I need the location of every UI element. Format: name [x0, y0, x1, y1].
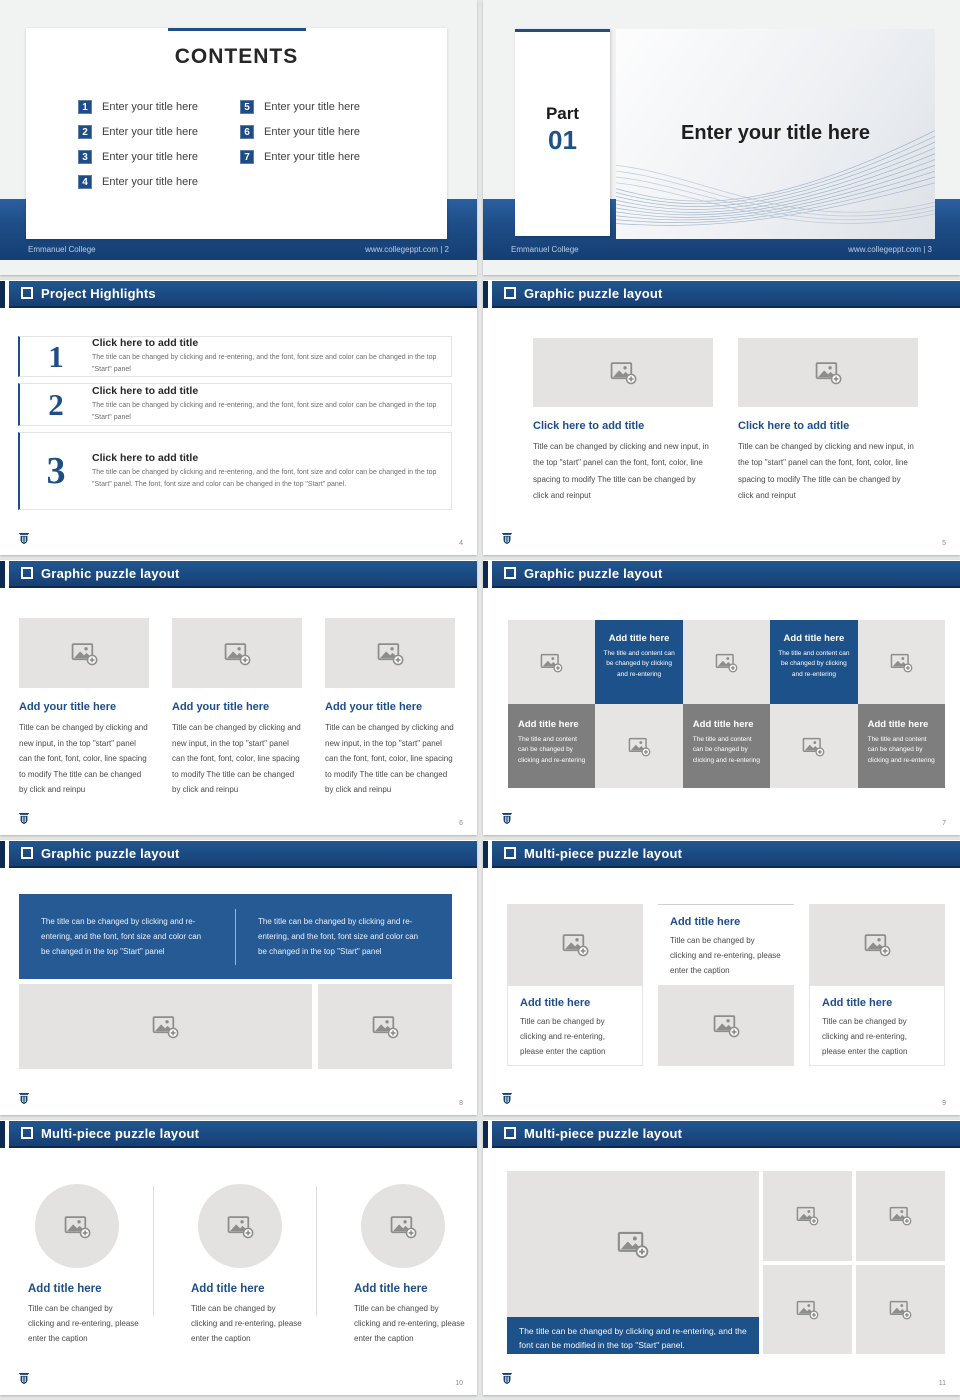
toc-number-badge: 4 [78, 175, 92, 189]
toc-item[interactable] [78, 125, 198, 139]
image-add-icon [562, 932, 589, 957]
card-body: Title can be changed by clicking and re-entering, please enter the caption [28, 1304, 139, 1344]
page-number: 8 [459, 1100, 463, 1107]
blue-title-tile[interactable] [770, 620, 857, 704]
toc-number-badge: 7 [240, 150, 254, 164]
column-title: Add your title here [19, 701, 117, 713]
highlight-row[interactable] [18, 383, 452, 426]
highlight-row[interactable] [18, 432, 452, 510]
footer-right: www.collegeppt.com | 3 [848, 245, 932, 254]
image-add-icon [227, 1214, 254, 1239]
tile-title: Add title here [608, 633, 670, 644]
image-add-icon [796, 1299, 819, 1320]
card-title: Add title here [28, 1283, 102, 1295]
slide-title: Multi-piece puzzle layout [524, 1126, 683, 1141]
toc-item[interactable] [78, 100, 198, 114]
image-add-icon [372, 1014, 399, 1039]
part-number: 01 [548, 125, 577, 155]
puzzle-grid [508, 620, 945, 788]
column-body: Title can be changed by clicking and new input, in the top "start" panel can the font, font, color, line spacing to modify The title can be changed by click and reinpu [325, 723, 454, 795]
slide-header [483, 1121, 960, 1148]
tile-body: The title and content can be changed by clicking and re-entering [692, 736, 760, 764]
card-title: Add title here [520, 997, 591, 1009]
column-title: Click here to add title [738, 420, 850, 432]
banner-text: The title can be changed by clicking and re-entering, and the font, font size and color can be changed in the top "Start" panel [258, 916, 419, 957]
image-add-icon [796, 1205, 819, 1226]
toc-label: Enter your title here [264, 101, 360, 113]
slide-title: Graphic puzzle layout [524, 566, 663, 581]
image-placeholder[interactable] [325, 618, 455, 688]
caption-bar: The title can be changed by clicking and re-entering, and the font can be modified in the top "Start" panel. [507, 1317, 759, 1354]
column-body: Title can be changed by clicking and new input, in the top "start" panel can the font, font, color, line spacing to modify The title can be changed by click and reinput [533, 442, 709, 501]
slide-contents[interactable] [0, 0, 477, 275]
toc-label: Enter your title here [102, 126, 198, 138]
column-divider [153, 1186, 154, 1316]
image-add-icon [610, 360, 637, 385]
image-add-icon [224, 641, 251, 666]
part-panel [515, 29, 610, 236]
slide-header [483, 561, 960, 588]
image-add-icon [617, 1229, 649, 1259]
toc-number-badge: 2 [78, 125, 92, 139]
image-placeholder[interactable] [738, 338, 918, 407]
image-placeholder[interactable] [763, 1265, 852, 1355]
caption-card[interactable] [658, 904, 794, 985]
page-number: 9 [942, 1100, 946, 1107]
image-add-icon [71, 641, 98, 666]
footer-left: Emmanuel College [28, 245, 96, 254]
image-add-icon [152, 1014, 179, 1039]
column-title: Add your title here [325, 701, 423, 713]
card-title: Add title here [822, 997, 893, 1009]
college-crest-logo [18, 1092, 30, 1106]
image-placeholder[interactable] [858, 620, 945, 704]
toc-label: Enter your title here [102, 176, 198, 188]
puzzle-column [809, 904, 945, 1066]
highlight-title: Click here to add title [92, 385, 199, 398]
puzzle-column [507, 904, 643, 1066]
image-add-icon [390, 1214, 417, 1239]
page-number: 7 [942, 820, 946, 827]
image-placeholder[interactable] [770, 704, 857, 788]
toc-label: Enter your title here [102, 101, 198, 113]
header-bullet-icon [21, 847, 33, 859]
tile-title: Add title here [518, 719, 579, 730]
highlight-body: The title can be changed by clicking and re-entering, and the font, font size and color can be changed in the top "Start" panel [92, 402, 437, 421]
toc-item[interactable] [240, 125, 360, 139]
puzzle-column [172, 618, 302, 798]
highlight-number: 2 [48, 387, 64, 422]
blue-banner[interactable] [19, 894, 452, 979]
circle-image-placeholder[interactable] [35, 1184, 119, 1268]
highlight-title: Click here to add title [92, 451, 199, 464]
slide-title: Multi-piece puzzle layout [41, 1126, 200, 1141]
college-crest-logo [18, 532, 30, 546]
highlight-title: Click here to add title [92, 337, 199, 350]
slide-graphic-puzzle-grid[interactable] [483, 560, 960, 835]
college-crest-logo [501, 1372, 513, 1386]
caption-card[interactable] [809, 985, 945, 1066]
gray-title-tile[interactable] [683, 704, 770, 788]
header-bullet-icon [504, 847, 516, 859]
puzzle-column [14, 1184, 140, 1347]
image-placeholder[interactable] [172, 618, 302, 688]
contents-title: CONTENTS [174, 45, 299, 68]
page-number: 10 [455, 1380, 463, 1387]
slide-title: Graphic puzzle layout [41, 566, 180, 581]
circle-image-placeholder[interactable] [198, 1184, 282, 1268]
card-body: Title can be changed by clicking and re-entering, please enter the caption [520, 1017, 606, 1056]
toc-item[interactable] [78, 175, 198, 189]
image-placeholder-large[interactable] [507, 1171, 759, 1317]
highlight-body: The title can be changed by clicking and re-entering, and the font, font size and color can be changed in the top "Start" panel [92, 354, 437, 373]
image-add-icon [713, 1013, 740, 1038]
card-body: Title can be changed by clicking and re-entering, please enter the caption [354, 1304, 465, 1344]
image-placeholder[interactable] [658, 985, 794, 1066]
image-add-icon [864, 932, 891, 957]
toc-label: Enter your title here [102, 151, 198, 163]
header-bullet-icon [504, 1127, 516, 1139]
image-placeholder[interactable] [19, 618, 149, 688]
image-placeholder[interactable] [856, 1171, 945, 1261]
column-body: Title can be changed by clicking and new input, in the top "start" panel can the font, font, color, line spacing to modify The title can be changed by click and reinpu [172, 723, 301, 795]
image-placeholder[interactable] [507, 904, 643, 985]
tile-title: Add title here [692, 719, 754, 730]
footer-right: www.collegeppt.com | 2 [365, 245, 449, 254]
cover-title: Enter your title here [681, 122, 870, 144]
page-number: 11 [938, 1380, 946, 1387]
image-add-icon [377, 641, 404, 666]
college-crest-logo [501, 812, 513, 826]
slide-multi-piece-mosaic[interactable] [483, 1120, 960, 1395]
header-bullet-icon [504, 567, 516, 579]
toc-item[interactable] [240, 100, 360, 114]
puzzle-column [325, 618, 455, 798]
accent-line [168, 28, 306, 31]
image-placeholder[interactable] [19, 984, 312, 1069]
column-divider [316, 1186, 317, 1316]
column-title: Click here to add title [533, 420, 645, 432]
image-placeholder[interactable] [683, 620, 770, 704]
puzzle-column [658, 904, 794, 1066]
toc-number-badge: 3 [78, 150, 92, 164]
slide-multi-piece-3col[interactable] [483, 840, 960, 1115]
image-add-icon [889, 1205, 912, 1226]
tile-body: The title and content can be changed by clicking and re-entering [518, 736, 586, 764]
slide-title: Multi-piece puzzle layout [524, 846, 683, 861]
circle-image-placeholder[interactable] [361, 1184, 445, 1268]
toc-number-badge: 1 [78, 100, 92, 114]
image-grid [763, 1171, 945, 1354]
toc-item[interactable] [240, 150, 360, 164]
part-label: Part [545, 104, 580, 123]
image-placeholder[interactable] [508, 620, 595, 704]
slide-title: Graphic puzzle layout [41, 846, 180, 861]
image-placeholder[interactable] [533, 338, 713, 407]
slide-header [0, 1121, 477, 1148]
puzzle-column [19, 618, 149, 798]
slide-graphic-puzzle-3col[interactable] [0, 560, 477, 835]
college-crest-logo [18, 1372, 30, 1386]
card-title: Add title here [191, 1283, 265, 1295]
image-placeholder[interactable] [856, 1265, 945, 1355]
column-body: Title can be changed by clicking and new input, in the top "start" panel can the font, font, color, line spacing to modify The title can be changed by click and reinpu [19, 723, 148, 795]
slide-title: Project Highlights [41, 286, 156, 301]
tile-body: The title and content can be changed by clicking and re-entering [778, 650, 850, 678]
gray-title-tile[interactable] [858, 704, 945, 788]
slide-header [0, 841, 477, 868]
image-placeholder[interactable] [595, 704, 682, 788]
toc-label: Enter your title here [264, 126, 360, 138]
slide-graphic-puzzle-2col[interactable] [483, 280, 960, 555]
highlight-number: 3 [46, 450, 66, 492]
image-add-icon [540, 652, 563, 673]
image-placeholder[interactable] [763, 1171, 852, 1261]
caption-card[interactable] [507, 985, 643, 1066]
image-add-icon [715, 652, 738, 673]
page-number: 4 [459, 540, 463, 547]
image-add-icon [802, 736, 825, 757]
slide-header [0, 561, 477, 588]
tile-body: The title and content can be changed by clicking and re-entering [867, 736, 935, 764]
image-add-icon [628, 736, 651, 757]
card-body: Title can be changed by clicking and re-entering, please enter the caption [191, 1304, 302, 1344]
tile-body: The title and content can be changed by clicking and re-entering [603, 650, 675, 678]
slide-header [0, 281, 477, 308]
page-number: 5 [942, 540, 946, 547]
slide-title: Graphic puzzle layout [524, 286, 663, 301]
highlight-row[interactable] [18, 336, 452, 377]
toc-number-badge: 6 [240, 125, 254, 139]
column-body: Title can be changed by clicking and new input, in the top "start" panel can the font, font, color, line spacing to modify The title can be changed by click and reinput [738, 442, 914, 501]
college-crest-logo [501, 532, 513, 546]
puzzle-column [340, 1184, 466, 1347]
toc-item[interactable] [78, 150, 198, 164]
tile-title: Add title here [783, 633, 845, 644]
slide-multi-piece-circles[interactable] [0, 1120, 477, 1395]
toc-number-badge: 5 [240, 100, 254, 114]
header-bullet-icon [504, 287, 516, 299]
card-title: Add title here [354, 1283, 428, 1295]
college-crest-logo [18, 812, 30, 826]
image-placeholder[interactable] [318, 984, 452, 1069]
card-title: Add title here [670, 916, 741, 928]
highlight-number: 1 [48, 339, 64, 374]
toc-label: Enter your title here [264, 151, 360, 163]
card-body: Title can be changed by clicking and re-entering, please enter the caption [822, 1017, 908, 1056]
puzzle-column [738, 338, 918, 505]
image-add-icon [890, 652, 913, 673]
header-bullet-icon [21, 1127, 33, 1139]
column-title: Add your title here [172, 701, 270, 713]
slide-graphic-puzzle-banner[interactable] [0, 840, 477, 1115]
footer-left: Emmanuel College [511, 245, 579, 254]
image-add-icon [815, 360, 842, 385]
slide-header [483, 281, 960, 308]
image-add-icon [889, 1299, 912, 1320]
header-bullet-icon [21, 287, 33, 299]
highlight-body: The title can be changed by clicking and re-entering, and the font, font size and color can be changed in the top "Start" panel. The font, font size and color can be changed in the top "Start" panel. [92, 468, 437, 488]
blue-title-tile[interactable] [595, 620, 682, 704]
page-number: 6 [459, 820, 463, 827]
tile-title: Add title here [867, 719, 929, 730]
puzzle-column [533, 338, 713, 505]
header-bullet-icon [21, 567, 33, 579]
college-crest-logo [501, 1092, 513, 1106]
image-placeholder[interactable] [809, 904, 945, 985]
slide-project-highlights[interactable] [0, 280, 477, 555]
slide-header [483, 841, 960, 868]
contents-card [26, 28, 447, 239]
card-body: Title can be changed by clicking and re-entering, please enter the caption [670, 936, 781, 975]
gray-title-tile[interactable] [508, 704, 595, 788]
puzzle-column [177, 1184, 303, 1347]
banner-text: The title can be changed by clicking and re-entering, and the font, font size and color can be changed in the top "Start" panel [41, 916, 202, 957]
image-add-icon [64, 1214, 91, 1239]
slide-section-cover[interactable] [483, 0, 960, 275]
